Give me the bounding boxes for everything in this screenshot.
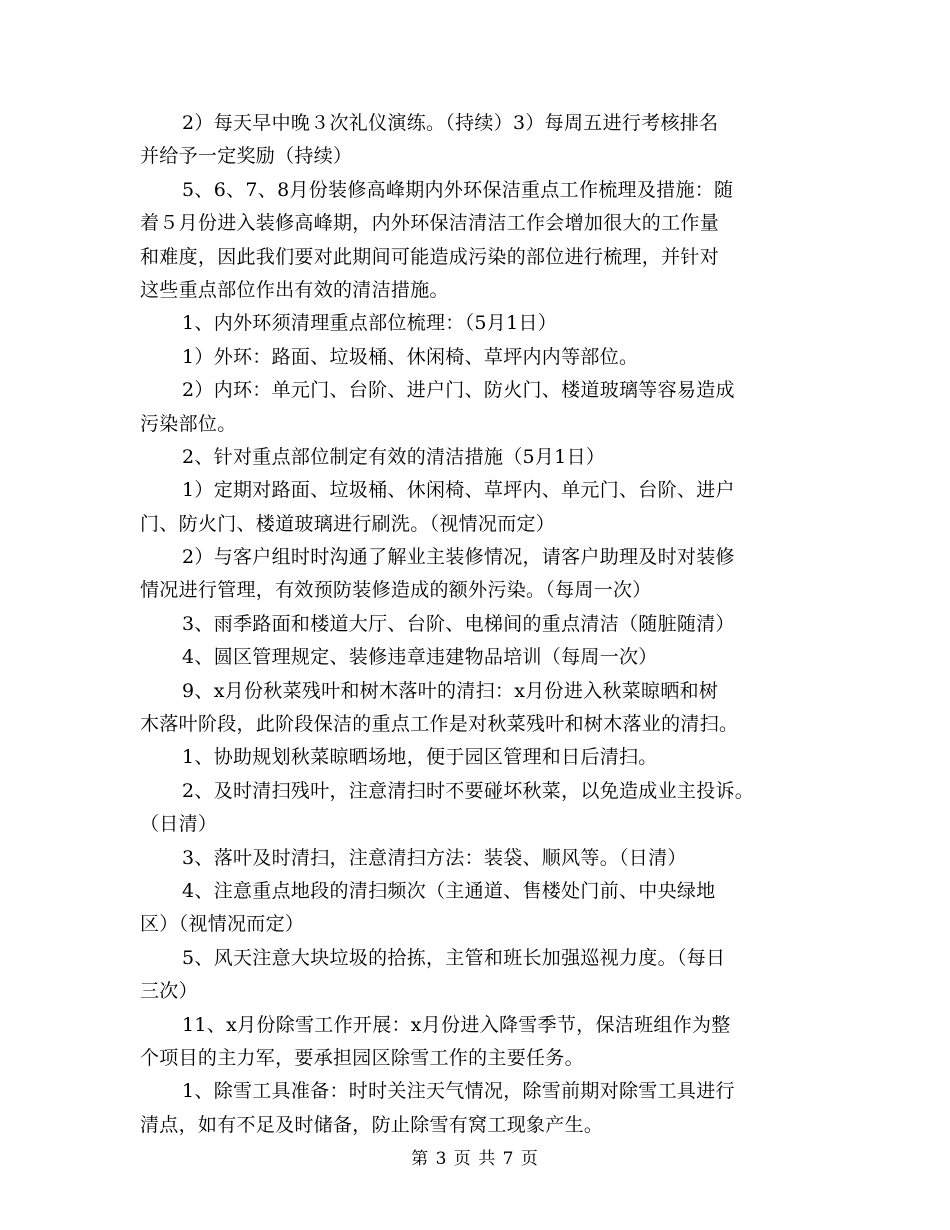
text-line: 1）外环：路面、垃圾桶、休闲椅、草坪内内等部位。 [182,345,639,368]
text-line: 1、除雪工具准备：时时关注天气情况，除雪前期对除雪工具进行 [182,1080,735,1103]
text-line: 1、内外环须清理重点部位梳理：（5月1日） [182,312,558,335]
text-line: 3、雨季路面和楼道大厅、台阶、电梯间的重点清洁（随脏随清） [182,612,735,635]
text-line: 这些重点部位作出有效的清洁措施。 [140,278,449,301]
document-body [140,107,830,1142]
text-line: 三次） [140,980,198,1003]
text-line: （日清） [140,813,218,836]
text-line: 4、圆区管理规定、装修违章违建物品培训（每周一次） [182,646,658,669]
text-line: 区）（视情况而定） [140,913,305,936]
text-line: 污染部位。 [140,412,237,435]
text-line: 5、6、7、8月份装修高峰期内外环保洁重点工作梳理及措施：随 [182,178,734,201]
page-footer: 第 3 页 共 7 页 [411,1149,539,1169]
text-line: 2、及时清扫残叶，注意清扫时不要碰坏秋菜，以免造成业主投诉。 [182,779,755,802]
text-line: 着５月份进入装修高峰期，内外环保洁清洁工作会增加很大的工作量 [140,212,720,235]
text-line: 木落叶阶段，此阶段保洁的重点工作是对秋菜残叶和树木落业的清扫。 [140,713,739,736]
text-line: 清点，如有不足及时储备，防止除雪有窝工现象产生。 [140,1113,604,1136]
text-line: 情况进行管理，有效预防装修造成的额外污染。（每周一次） [140,579,652,602]
text-line: 个项目的主力军，要承担园区除雪工作的主要任务。 [140,1046,584,1069]
text-line: 4、注意重点地段的清扫频次（主通道、售楼处门前、中央绿地 [182,879,716,902]
text-line: 3、落叶及时清扫，注意清扫方法：装袋、顺风等。（日清） [182,846,687,869]
text-line: 1、协助规划秋菜晾晒场地，便于园区管理和日后清扫。 [182,746,658,769]
text-line: 2、针对重点部位制定有效的清洁措施（5月1日） [182,445,606,468]
text-line: 11、x月份除雪工作开展：x月份进入降雪季节，保洁班组作为整 [182,1013,731,1036]
text-line: 2）内环：单元门、台阶、进户门、防火门、楼道玻璃等容易造成 [182,379,735,402]
text-line: 1）定期对路面、垃圾桶、休闲椅、草坪内、单元门、台阶、进户 [182,479,735,502]
text-line: 门、防火门、楼道玻璃进行刷洗。（视情况而定） [140,512,556,535]
text-line: 和难度，因此我们要对此期间可能造成污染的部位进行梳理，并针对 [140,245,720,268]
text-line: 9、x月份秋菜残叶和树木落叶的清扫：x月份进入秋菜晾晒和树 [182,679,719,702]
text-line: 2）每天早中晚３次礼仪演练。（持续）3）每周五进行考核排名 [182,112,719,134]
text-line: 5、风天注意大块垃圾的拾拣，主管和班长加强巡视力度。（每日 [182,946,726,969]
text-line: 2）与客户组时时沟通了解业主装修情况，请客户助理及时对装修 [182,546,735,569]
text-line: 并给予一定奖励（持续） [140,145,353,168]
